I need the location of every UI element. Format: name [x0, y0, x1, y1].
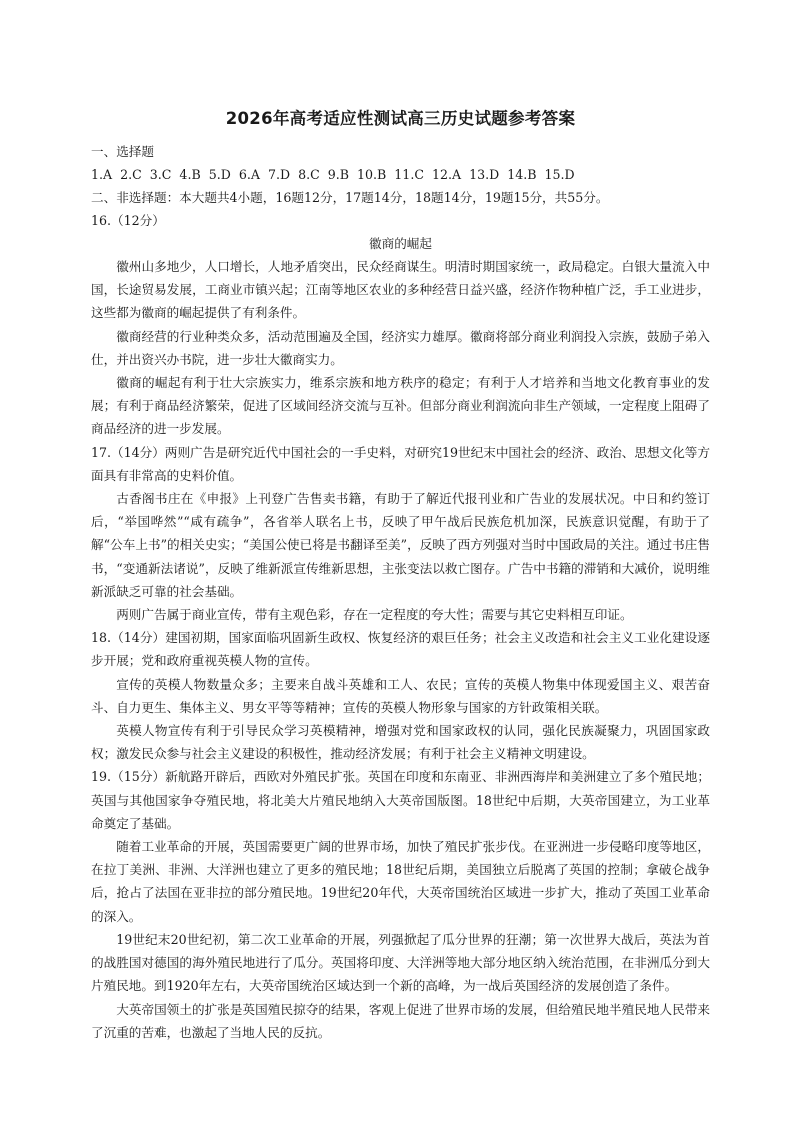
q19-paragraph: 随着工业革命的开展，英国需要更广阔的世界市场，加快了殖民扩张步伐。在亚洲进一步侵略印度等地区，在拉丁美洲、非洲、大洋洲也建立了更多的殖民地；18世纪后期，美国独立后脱离了英国的控制；拿破仑战争后，抢占了法国在亚非拉的部分殖民地。19世纪20年代，大英帝国统治区域进一步扩大，推动了英国工业革命的深入。: [91, 839, 710, 924]
q17-paragraph: 两则广告属于商业宣传，带有主观色彩，存在一定程度的夸大性；需要与其它史料相互印证。: [116, 607, 633, 623]
q16-paragraph: 徽商经营的行业种类众多，活动范围遍及全国，经济实力雄厚。徽商将部分商业利润投入宗族，鼓励子弟入仕，并出资兴办书院，进一步壮大徽商实力。: [91, 328, 710, 367]
q18-paragraph: 英模人物宣传有利于引导民众学习英模精神，增强对党和国家政权的认同，强化民族凝聚力，巩固国家政权；激发民众参与社会主义建设的积极性，推动经济发展；有利于社会主义精神文明建设。: [91, 723, 710, 762]
q19-lead: 19.（15分）新航路开辟后，西欧对外殖民扩张。英国在印度和东南亚、非洲西海岸和美洲建立了多个殖民地；英国与其他国家争夺殖民地，将北美大片殖民地纳入大英帝国版图。18世纪中后期，大英帝国建立，为工业革命奠定了基础。: [91, 769, 710, 831]
choice-answers: 1.A 2.C 3.C 4.B 5.D 6.A 7.D 8.C 9.B 10.B 11.C 12.A 13.D 14.B 15.D: [91, 167, 575, 182]
q17-paragraph: 古香阁书庄在《申报》上刊登广告售卖书籍，有助于了解近代报刊业和广告业的发展状况。中日和约签订后，“举国哗然”“咸有疏争”，各省举人联名上书，反映了甲午战后民族危机加深，民族意识觉醒，有助于了解“公车上书”的相关史实；“美国公使已将是书翻译至美”，反映了西方列强对当时中国政局的关注。通过书庄售书，“变通新法诸说”，反映了维新派宣传维新思想，主张变法以救亡图存。广告中书籍的滞销和大减价，说明维新派缺乏可靠的社会基础。: [91, 491, 710, 599]
q17-lead: 17.（14分）两则广告是研究近代中国社会的一手史料，对研究19世纪末中国社会的经济、政治、思想文化等方面具有非常高的史料价值。: [91, 444, 710, 483]
q19-paragraph: 大英帝国领土的扩张是英国殖民掠夺的结果，客观上促进了世界市场的发展，但给殖民地半殖民地人民带来了沉重的苦难，也激起了当地人民的反抗。: [91, 1001, 710, 1040]
q18-lead: 18.（14分）建国初期，国家面临巩固新生政权、恢复经济的艰巨任务；社会主义改造和社会主义工业化建设逐步开展；党和政府重视英模人物的宣传。: [91, 630, 710, 669]
q16-label: 16.（12分）: [91, 213, 165, 228]
section2-heading: 二、非选择题：本大题共4小题，16题12分，17题14分，18题14分，19题15分，共55分。: [91, 190, 609, 205]
document-title: 2026年高考适应性测试高三历史试题参考答案: [225, 109, 576, 128]
q19-paragraph: 19世纪末20世纪初，第二次工业革命的开展，列强掀起了瓜分世界的狂潮；第一次世界大战后，英法为首的战胜国对德国的海外殖民地进行了瓜分。英国将印度、大洋洲等地大部分地区纳入统治范围，在非洲瓜分到大片殖民地。到1920年左右，大英帝国统治区域达到一个新的高峰，为一战后英国经济的发展创造了条件。: [91, 931, 710, 994]
section1-heading: 一、选择题: [91, 144, 154, 159]
q16-paragraph: 徽商的崛起有利于壮大宗族实力，维系宗族和地方秩序的稳定；有利于人才培养和当地文化教育事业的发展；有利于商品经济繁荣，促进了区域间经济交流与互补。但部分商业利润流向非生产领域，一定程度上阻碍了商品经济的进一步发展。: [91, 375, 710, 437]
q18-paragraph: 宣传的英模人物数量众多；主要来自战斗英雄和工人、农民；宣传的英模人物集中体现爱国主义、艰苦奋斗、自力更生、集体主义、男女平等等精神；宣传的英模人物形象与国家的方针政策相关联。: [91, 676, 710, 715]
q16-subtitle: 徽商的崛起: [369, 236, 432, 251]
q16-paragraph: 徽州山多地少，人口增长，人地矛盾突出，民众经商谋生。明清时期国家统一，政局稳定。白银大量流入中国，长途贸易发展，工商业市镇兴起；江南等地区农业的多种经营日益兴盛，经济作物种植广泛，手工业进步，这些都为徽商的崛起提供了有利条件。: [91, 259, 710, 321]
